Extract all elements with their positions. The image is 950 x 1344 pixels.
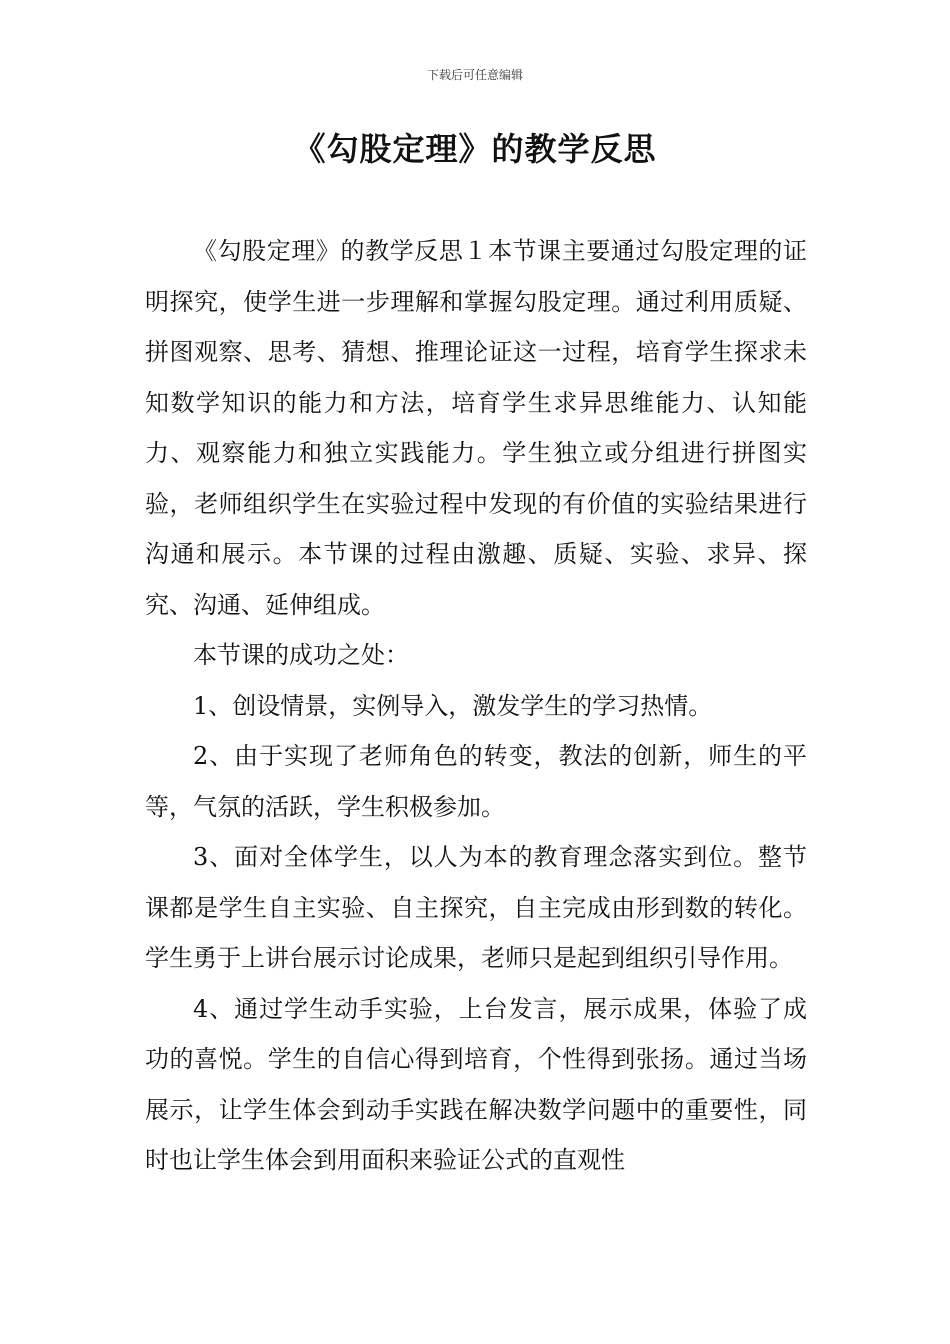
paragraph: 2、由于实现了老师角色的转变，教法的创新，师生的平等，气氛的活跃，学生积极参加。 <box>145 742 807 821</box>
header-note: 下载后可任意编辑 <box>426 68 523 82</box>
document-title: 《勾股定理》的教学反思 <box>293 130 657 168</box>
paragraph: 1、创设情景，实例导入，激发学生的学习热情。 <box>193 691 713 720</box>
paragraph: 《勾股定理》的教学反思１本节课主要通过勾股定理的证明探究，使学生进一步理解和掌握勾股定理。通过利用质疑、拼图观察、思考、猜想、推理论证这一过程，培育学生探求未知数学知识的能力和方法，培育学生求异思维能力、认知能力、观察能力和独立实践能力。学生独立或分组进行拼图实验，老师组织学生在实验过程中发现的有价值的实验结果进行沟通和展示。本节课的过程由激趣、质疑、实验、求异、探究、沟通、延伸组成。 <box>145 237 807 619</box>
document-body <box>145 226 807 1186</box>
paragraph: 3、面对全体学生，以人为本的教育理念落实到位。整节课都是学生自主实验、自主探究，自主完成由形到数的转化。学生勇于上讲台展示讨论成果，老师只是起到组织引导作用。 <box>145 843 807 972</box>
paragraph: 4、通过学生动手实验，上台发言，展示成果，体验了成功的喜悦。学生的自信心得到培育，个性得到张扬。通过当场展示，让学生体会到动手实践在解决数学问题中的重要性，同时也让学生体会到用面积来验证公式的直观性 <box>145 994 807 1174</box>
paragraph: 本节课的成功之处： <box>193 641 409 669</box>
